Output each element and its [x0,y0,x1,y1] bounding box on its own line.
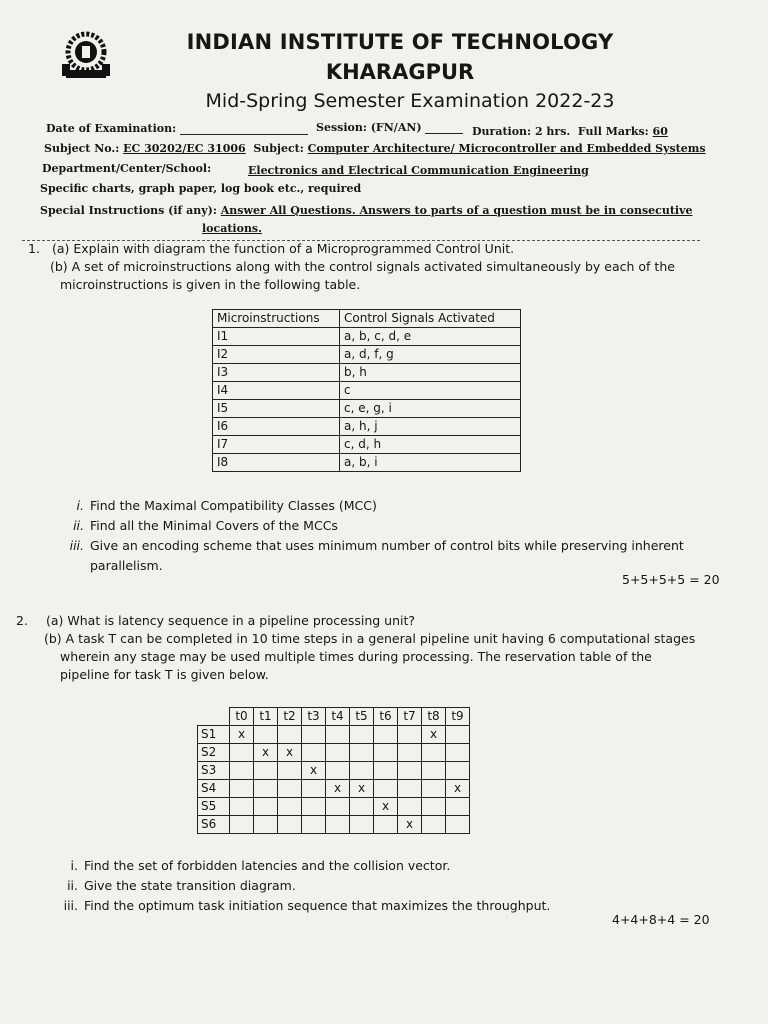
microinstruction-cell: I3 [213,364,340,382]
stage-label-cell: S6 [198,816,230,834]
table-row [213,418,521,436]
control-signals-cell: a, d, f, g [340,346,521,364]
control-signals-cell: c, d, h [340,436,521,454]
stage-label-cell: S2 [198,744,230,762]
table-row [198,744,470,762]
reservation-cell [446,798,470,816]
reservation-cell [302,798,326,816]
list-item: ii. Find all the Minimal Covers of the MCCs [73,518,338,533]
time-header-cell: t5 [350,708,374,726]
reservation-cell [350,762,374,780]
reservation-cell [326,816,350,834]
reservation-cell [446,726,470,744]
control-signals-cell: a, h, j [340,418,521,436]
microinstruction-table [212,309,521,472]
reservation-cell [422,744,446,762]
time-header-cell: t8 [422,708,446,726]
reservation-cell [326,726,350,744]
microinstruction-cell: I4 [213,382,340,400]
q2-part-b-line3: pipeline for task T is given below. [60,667,269,682]
table-row [198,816,470,834]
microinstruction-cell: I6 [213,418,340,436]
reservation-cell [326,744,350,762]
reservation-cell [446,816,470,834]
reservation-cell [422,798,446,816]
dept-label: Department/Center/School: [42,162,212,175]
reservation-cell [302,726,326,744]
special-value-1: Answer All Questions. Answers to parts of a question must be in consecutive [220,204,693,217]
duration-text: Duration: 2 hrs. [472,125,571,138]
reservation-cell: x [350,780,374,798]
reservation-cell [350,816,374,834]
institute-location: KHARAGPUR [325,60,475,84]
header-microinstructions: Microinstructions [213,310,340,328]
q1-subparts [64,496,724,576]
reservation-cell [446,762,470,780]
reservation-cell [422,780,446,798]
subject-row [44,142,706,155]
list-item-continuation: parallelism. [90,558,163,573]
time-header-cell: t4 [326,708,350,726]
reservation-cell [302,780,326,798]
dept-value: Electronics and Electrical Communication Engineering [248,164,589,177]
microinstruction-cell: I8 [213,454,340,472]
iit-kgp-logo [56,28,116,82]
reservation-cell [278,762,302,780]
reservation-cell [422,762,446,780]
control-signals-cell: c, e, g, i [340,400,521,418]
reservation-cell [230,798,254,816]
reservation-cell [398,762,422,780]
q2-part-b-line1: (b) A task T can be completed in 10 time steps in a general pipeline unit having 6 computational stages [44,631,696,646]
table-row [213,436,521,454]
date-label: Date of Examination: [46,122,177,135]
reservation-table [197,707,470,834]
table-row [213,454,521,472]
stage-label-cell: S3 [198,762,230,780]
reservation-cell [278,780,302,798]
reservation-cell [302,816,326,834]
reservation-cell [374,744,398,762]
corner-cell [198,708,230,726]
reservation-cell [302,744,326,762]
reservation-cell [422,816,446,834]
list-item: iii. Give an encoding scheme that uses minimum number of control bits while preserving inherent [69,538,684,553]
question-number: 1. [28,241,40,256]
reservation-cell: x [302,762,326,780]
control-signals-cell: a, b, c, d, e [340,328,521,346]
time-header-cell: t2 [278,708,302,726]
institute-name: INDIAN INSTITUTE OF TECHNOLOGY [186,30,614,54]
q2-part-b-line2: wherein any stage may be used multiple times during processing. The reservation table of the [60,649,652,664]
q2-subparts [58,856,718,916]
subject-value: Computer Architecture/ Microcontroller and Embedded Systems [307,142,706,155]
table-row [213,328,521,346]
reservation-cell: x [230,726,254,744]
reservation-cell: x [422,726,446,744]
reservation-cell [230,744,254,762]
full-marks-value: 60 [652,125,668,138]
table-row [213,400,521,418]
reservation-cell [374,762,398,780]
reservation-cell: x [446,780,470,798]
table-row [198,726,470,744]
control-signals-cell: a, b, i [340,454,521,472]
control-signals-cell: c [340,382,521,400]
reservation-cell: x [254,744,278,762]
reservation-cell [254,780,278,798]
table-row [213,382,521,400]
time-header-cell: t9 [446,708,470,726]
reservation-cell [398,744,422,762]
microinstruction-cell: I1 [213,328,340,346]
time-header-cell: t1 [254,708,278,726]
header-control-signals: Control Signals Activated [340,310,521,328]
dept-row [42,162,211,175]
question-1 [28,240,728,294]
subject-no-label: Subject No.: [44,142,120,155]
special-label: Special Instructions (if any): [40,204,217,217]
full-marks-label: Full Marks: [577,125,649,138]
reservation-cell [278,798,302,816]
q1-part-b-line1: (b) A set of microinstructions along with the control signals activated simultaneously by each of the [50,259,675,274]
stage-label-cell: S4 [198,780,230,798]
microinstruction-cell: I7 [213,436,340,454]
list-item: i. Find the set of forbidden latencies and the collision vector. [70,858,451,873]
list-item: iii. Find the optimum task initiation sequence that maximizes the throughput. [63,898,551,913]
table-header-row [198,708,470,726]
reservation-cell [326,762,350,780]
reservation-cell [350,726,374,744]
question-number: 2. [16,613,28,628]
time-header-cell: t0 [230,708,254,726]
reservation-cell [230,762,254,780]
reservation-cell [374,816,398,834]
q1-marks: 5+5+5+5 = 20 [622,572,720,587]
reservation-cell [374,780,398,798]
session-label: Session: (FN/AN) [316,121,422,134]
reservation-cell [398,726,422,744]
reservation-cell [254,798,278,816]
reservation-cell [326,798,350,816]
date-row [46,122,308,135]
table-row [213,346,521,364]
q2-part-a: (a) What is latency sequence in a pipeline processing unit? [46,613,416,628]
reservation-cell [254,816,278,834]
q2-marks: 4+4+8+4 = 20 [612,912,710,927]
microinstruction-cell: I2 [213,346,340,364]
reservation-cell [278,726,302,744]
reservation-cell: x [398,816,422,834]
reservation-cell [254,762,278,780]
subject-no-value: EC 30202/EC 31006 [123,142,246,155]
list-item: ii. Give the state transition diagram. [67,878,296,893]
exam-title: Mid-Spring Semester Examination 2022-23 [205,90,615,112]
time-header-cell: t7 [398,708,422,726]
stage-label-cell: S1 [198,726,230,744]
table-row [213,364,521,382]
reservation-cell [398,780,422,798]
table-row [198,798,470,816]
reservation-cell [254,726,278,744]
reservation-cell [446,744,470,762]
reservation-cell [230,780,254,798]
special-value-2: locations. [202,222,262,235]
time-header-cell: t3 [302,708,326,726]
time-header-cell: t6 [374,708,398,726]
q1-part-a: (a) Explain with diagram the function of a Microprogrammed Control Unit. [52,241,515,256]
table-row [198,780,470,798]
q1-part-b-line2: microinstructions is given in the following table. [60,277,361,292]
dept-value-row [248,164,589,177]
table-header-row [213,310,521,328]
reservation-cell [230,816,254,834]
reservation-cell: x [374,798,398,816]
reservation-cell [350,744,374,762]
list-item: i. Find the Maximal Compatibility Classes (MCC) [76,498,377,513]
charts-row: Specific charts, graph paper, log book etc., required [40,182,362,195]
session-row [316,121,463,134]
reservation-cell [278,816,302,834]
reservation-cell [398,798,422,816]
reservation-cell [350,798,374,816]
table-row [198,762,470,780]
reservation-cell: x [278,744,302,762]
duration-row [472,125,668,138]
subject-label: Subject: [253,142,304,155]
question-2 [16,612,732,684]
control-signals-cell: b, h [340,364,521,382]
special-row-2 [202,222,262,235]
microinstruction-cell: I5 [213,400,340,418]
stage-label-cell: S5 [198,798,230,816]
reservation-cell: x [326,780,350,798]
special-row [40,204,692,217]
reservation-cell [374,726,398,744]
